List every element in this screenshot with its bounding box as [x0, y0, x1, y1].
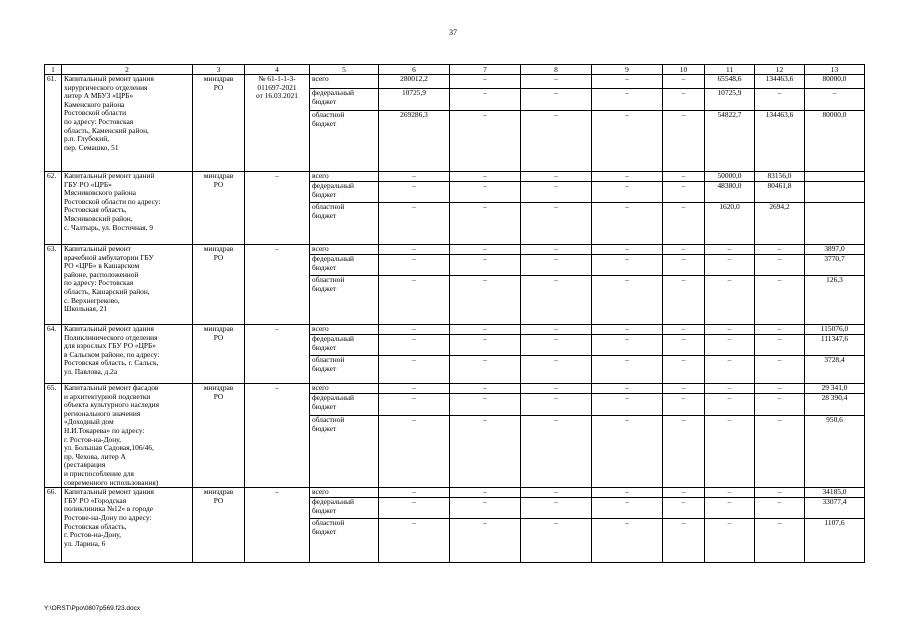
row-number: 66. — [45, 488, 62, 563]
funding-source: федеральный бюджет — [310, 335, 379, 356]
amount-cell: 80000,0 — [805, 75, 865, 89]
expertise-document: – — [245, 488, 310, 563]
amount-cell: – — [705, 356, 755, 384]
funding-source: всего — [310, 75, 379, 89]
funding-source: всего — [310, 325, 379, 335]
amount-cell: 80461,8 — [755, 182, 805, 203]
amount-cell: – — [663, 416, 705, 488]
responsible-org: минздрав РО — [193, 245, 245, 325]
amount-cell: – — [521, 255, 592, 276]
amount-cell: – — [379, 203, 450, 245]
amount-cell: – — [663, 488, 705, 498]
amount-cell: – — [379, 335, 450, 356]
amount-cell: 50000,0 — [705, 172, 755, 182]
table-row — [45, 245, 865, 255]
object-description: Капитальный ремонт зданий ГБУ РО «ЦРБ» Мясниковского района Ростовской области по адресу: Ростовская область, Мясниковский район, с. Чалтырь, ул. Восточная, 9 — [62, 172, 193, 245]
header-cell: 1 — [45, 65, 62, 75]
amount-cell: – — [663, 384, 705, 394]
amount-cell: – — [592, 488, 663, 498]
header-cell: 10 — [663, 65, 705, 75]
amount-cell: – — [521, 394, 592, 416]
amount-cell: – — [521, 384, 592, 394]
amount-cell: – — [379, 498, 450, 519]
amount-cell: – — [450, 384, 521, 394]
expertise-document: № 61-1-1-3- 011697-2021 от 16.03.2021 — [245, 75, 310, 172]
amount-cell: – — [592, 416, 663, 488]
object-description: Капитальный ремонт фасадов и архитектурной подсветки объекта культурного наследия регионального значения «Доходный дом Н.И.Токарева» по адресу: г. Ростов-на-Дону, ул. Большая Садовая,106/46, пр. Чехова, литер А (реставрация и приспособление для современного использования) — [62, 384, 193, 488]
amount-cell: – — [592, 394, 663, 416]
header-cell: 13 — [805, 65, 865, 75]
amount-cell: – — [521, 245, 592, 255]
row-number: 63. — [45, 245, 62, 325]
amount-cell: – — [705, 488, 755, 498]
amount-cell: – — [592, 111, 663, 172]
amount-cell: – — [521, 356, 592, 384]
amount-cell: – — [450, 203, 521, 245]
amount-cell: 34185,0 — [805, 488, 865, 498]
funding-source: федеральный бюджет — [310, 394, 379, 416]
funding-source: областной бюджет — [310, 276, 379, 325]
amount-cell: – — [450, 394, 521, 416]
amount-cell: – — [755, 255, 805, 276]
row-number: 62. — [45, 172, 62, 245]
expertise-document: – — [245, 172, 310, 245]
amount-cell: – — [663, 255, 705, 276]
amount-cell: – — [705, 335, 755, 356]
amount-cell: – — [450, 111, 521, 172]
amount-cell: – — [450, 356, 521, 384]
amount-cell: – — [592, 75, 663, 89]
amount-cell: – — [379, 519, 450, 563]
responsible-org: минздрав РО — [193, 488, 245, 563]
amount-cell: 33077,4 — [805, 498, 865, 519]
amount-cell: – — [755, 488, 805, 498]
amount-cell: – — [450, 416, 521, 488]
table-row — [45, 325, 865, 335]
amount-cell: – — [663, 276, 705, 325]
expertise-document: – — [245, 325, 310, 384]
amount-cell: – — [663, 519, 705, 563]
amount-cell: – — [521, 182, 592, 203]
budget-table — [44, 64, 865, 563]
amount-cell: – — [450, 325, 521, 335]
amount-cell: – — [379, 255, 450, 276]
amount-cell: – — [705, 394, 755, 416]
amount-cell: – — [663, 245, 705, 255]
amount-cell: – — [755, 335, 805, 356]
amount-cell: – — [450, 255, 521, 276]
responsible-org: минздрав РО — [193, 384, 245, 488]
amount-cell: – — [663, 335, 705, 356]
amount-cell: – — [450, 519, 521, 563]
amount-cell: 10725,9 — [705, 89, 755, 111]
header-cell: 9 — [592, 65, 663, 75]
amount-cell — [805, 182, 865, 203]
amount-cell: – — [521, 519, 592, 563]
amount-cell: – — [755, 245, 805, 255]
amount-cell: – — [379, 356, 450, 384]
amount-cell: – — [705, 255, 755, 276]
amount-cell: 1620,0 — [705, 203, 755, 245]
funding-source: областной бюджет — [310, 416, 379, 488]
amount-cell: – — [705, 498, 755, 519]
amount-cell: – — [592, 245, 663, 255]
amount-cell: – — [592, 519, 663, 563]
table-row — [45, 384, 865, 394]
amount-cell: 3770,7 — [805, 255, 865, 276]
amount-cell: – — [379, 384, 450, 394]
row-number: 65. — [45, 384, 62, 488]
amount-cell: – — [663, 172, 705, 182]
row-number: 61. — [45, 75, 62, 172]
amount-cell: – — [450, 276, 521, 325]
amount-cell: – — [592, 325, 663, 335]
amount-cell: 3897,0 — [805, 245, 865, 255]
amount-cell: – — [705, 519, 755, 563]
amount-cell: – — [450, 498, 521, 519]
amount-cell: – — [755, 498, 805, 519]
amount-cell: – — [521, 416, 592, 488]
amount-cell: – — [755, 416, 805, 488]
amount-cell: – — [663, 203, 705, 245]
amount-cell: – — [663, 89, 705, 111]
amount-cell: – — [755, 89, 805, 111]
amount-cell: – — [592, 203, 663, 245]
amount-cell: – — [592, 356, 663, 384]
amount-cell: – — [521, 89, 592, 111]
amount-cell: – — [592, 335, 663, 356]
amount-cell: – — [705, 416, 755, 488]
amount-cell: – — [379, 276, 450, 325]
amount-cell: – — [592, 384, 663, 394]
amount-cell — [805, 203, 865, 245]
amount-cell: – — [663, 75, 705, 89]
object-description: Капитальный ремонт здания хирургического отделения литер А МБУЗ «ЦРБ» Каменского района Ростовской области по адресу: Ростовская область, Каменский район, р.п. Глубокий, пер. Семашко, 51 — [62, 75, 193, 172]
amount-cell: – — [663, 498, 705, 519]
amount-cell — [805, 172, 865, 182]
amount-cell: 80000,0 — [805, 111, 865, 172]
page-number: 37 — [449, 28, 457, 37]
amount-cell: – — [521, 203, 592, 245]
amount-cell: – — [521, 488, 592, 498]
amount-cell: – — [379, 416, 450, 488]
amount-cell: – — [592, 276, 663, 325]
amount-cell: 134463,6 — [755, 111, 805, 172]
header-cell: 3 — [193, 65, 245, 75]
table-row — [45, 172, 865, 182]
row-number: 64. — [45, 325, 62, 384]
amount-cell: 3728,4 — [805, 356, 865, 384]
header-cell: 12 — [755, 65, 805, 75]
amount-cell: – — [450, 335, 521, 356]
funding-source: всего — [310, 488, 379, 498]
amount-cell: 111347,6 — [805, 335, 865, 356]
object-description: Капитальный ремонт здания ГБУ РО «Городская поликлиника №12» в городе Ростове-на-Дону по адресу: Ростовская область, г. Ростов-на-Дону, ул. Ларина, 6 — [62, 488, 193, 563]
object-description: Капитальный ремонт здания Поликлинического отделения для взрослых ГБУ РО «ЦРБ» в Сальском районе, по адресу: Ростовская область, г. Сальск, ул. Павлова, д.2а — [62, 325, 193, 384]
amount-cell: – — [450, 75, 521, 89]
funding-source: областной бюджет — [310, 519, 379, 563]
funding-source: федеральный бюджет — [310, 498, 379, 519]
amount-cell: – — [663, 182, 705, 203]
header-row — [45, 65, 865, 75]
funding-source: всего — [310, 172, 379, 182]
amount-cell: 126,3 — [805, 276, 865, 325]
amount-cell: 10725,9 — [379, 89, 450, 111]
amount-cell: – — [521, 172, 592, 182]
amount-cell: – — [705, 384, 755, 394]
amount-cell: – — [663, 356, 705, 384]
amount-cell: – — [521, 325, 592, 335]
amount-cell: – — [592, 182, 663, 203]
file-path-footer: Y:\ORST\Ppo\0807p569.f23.docx — [44, 605, 141, 612]
amount-cell: 115076,0 — [805, 325, 865, 335]
funding-source: всего — [310, 384, 379, 394]
amount-cell: 269286,3 — [379, 111, 450, 172]
amount-cell: 2694,2 — [755, 203, 805, 245]
amount-cell: 54822,7 — [705, 111, 755, 172]
amount-cell: 1107,6 — [805, 519, 865, 563]
header-cell: 4 — [245, 65, 310, 75]
amount-cell: 29 341,0 — [805, 384, 865, 394]
header-cell: 8 — [521, 65, 592, 75]
amount-cell: – — [450, 172, 521, 182]
amount-cell: – — [379, 172, 450, 182]
amount-cell: – — [379, 325, 450, 335]
funding-source: федеральный бюджет — [310, 255, 379, 276]
expertise-document: – — [245, 245, 310, 325]
amount-cell: – — [705, 276, 755, 325]
responsible-org: минздрав РО — [193, 325, 245, 384]
amount-cell: – — [379, 245, 450, 255]
funding-source: областной бюджет — [310, 203, 379, 245]
header-cell: 5 — [310, 65, 379, 75]
header-cell: 7 — [450, 65, 521, 75]
amount-cell: – — [521, 498, 592, 519]
funding-source: всего — [310, 245, 379, 255]
amount-cell: – — [705, 245, 755, 255]
amount-cell: – — [592, 498, 663, 519]
amount-cell: – — [755, 356, 805, 384]
funding-source: федеральный бюджет — [310, 182, 379, 203]
amount-cell: – — [521, 75, 592, 89]
table-row — [45, 488, 865, 498]
amount-cell: – — [805, 89, 865, 111]
expertise-document: – — [245, 384, 310, 488]
amount-cell: – — [450, 488, 521, 498]
amount-cell: 48380,0 — [705, 182, 755, 203]
amount-cell: – — [755, 325, 805, 335]
amount-cell: – — [592, 89, 663, 111]
funding-source: областной бюджет — [310, 356, 379, 384]
amount-cell: – — [663, 111, 705, 172]
table-row — [45, 75, 865, 89]
amount-cell: – — [521, 111, 592, 172]
funding-source: областной бюджет — [310, 111, 379, 172]
amount-cell: – — [450, 245, 521, 255]
responsible-org: минздрав РО — [193, 172, 245, 245]
amount-cell: – — [705, 325, 755, 335]
amount-cell: 83156,0 — [755, 172, 805, 182]
amount-cell: – — [755, 519, 805, 563]
table-body — [45, 75, 865, 563]
header-cell: 6 — [379, 65, 450, 75]
amount-cell: – — [379, 394, 450, 416]
amount-cell: 28 390,4 — [805, 394, 865, 416]
header-cell: 11 — [705, 65, 755, 75]
amount-cell: 134463,6 — [755, 75, 805, 89]
amount-cell: 950,6 — [805, 416, 865, 488]
amount-cell: – — [755, 394, 805, 416]
responsible-org: минздрав РО — [193, 75, 245, 172]
amount-cell: – — [450, 89, 521, 111]
amount-cell: – — [663, 325, 705, 335]
amount-cell: – — [450, 182, 521, 203]
object-description: Капитальный ремонт врачебной амбулатории ГБУ РО «ЦРБ» в Кашарском районе, расположенной по адресу: Ростовская область, Кашарский район, с. Верхнегреково, Школьная, 21 — [62, 245, 193, 325]
amount-cell: – — [379, 488, 450, 498]
amount-cell: – — [755, 384, 805, 394]
amount-cell: – — [521, 276, 592, 325]
amount-cell: – — [663, 394, 705, 416]
amount-cell: – — [521, 335, 592, 356]
amount-cell: – — [592, 255, 663, 276]
amount-cell: – — [755, 276, 805, 325]
funding-source: федеральный бюджет — [310, 89, 379, 111]
amount-cell: 280012,2 — [379, 75, 450, 89]
amount-cell: – — [592, 172, 663, 182]
header-cell: 2 — [62, 65, 193, 75]
amount-cell: 65548,6 — [705, 75, 755, 89]
amount-cell: – — [379, 182, 450, 203]
